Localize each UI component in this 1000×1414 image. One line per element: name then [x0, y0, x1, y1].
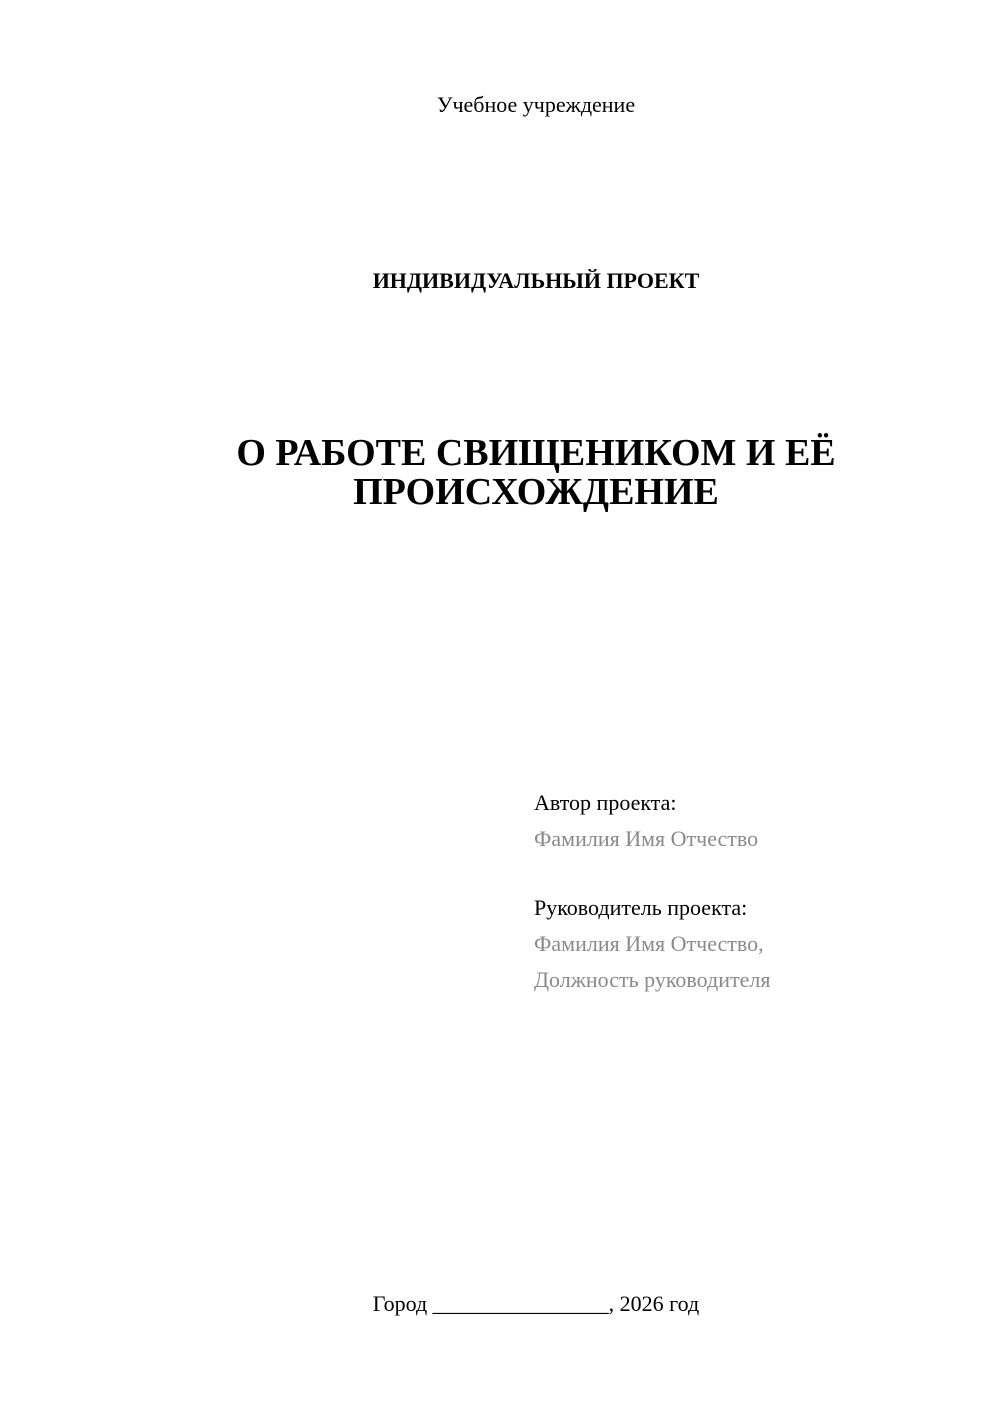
- supervisor-block: [534, 890, 770, 998]
- supervisor-label: Руководитель проекта:: [534, 895, 748, 920]
- supervisor-position: Должность руководителя: [534, 967, 771, 992]
- supervisor-name: Фамилия Имя Отчество,: [534, 931, 764, 956]
- document-type: ИНДИВИДУАЛЬНЫЙ ПРОЕКТ: [372, 268, 700, 293]
- project-title-line-1: О РАБОТЕ СВИЩЕНИКОМ И ЕЁ: [236, 432, 836, 474]
- author-name: Фамилия Имя Отчество: [534, 826, 759, 851]
- author-block: [534, 785, 758, 857]
- author-label: Автор проекта:: [534, 790, 677, 815]
- institution-name: Учебное учреждение: [436, 92, 636, 117]
- city-year-footer: Город ________________, 2026 год: [372, 1291, 700, 1316]
- project-title-line-2: ПРОИСХОЖДЕНИЕ: [353, 471, 719, 513]
- project-title: [0, 434, 1000, 512]
